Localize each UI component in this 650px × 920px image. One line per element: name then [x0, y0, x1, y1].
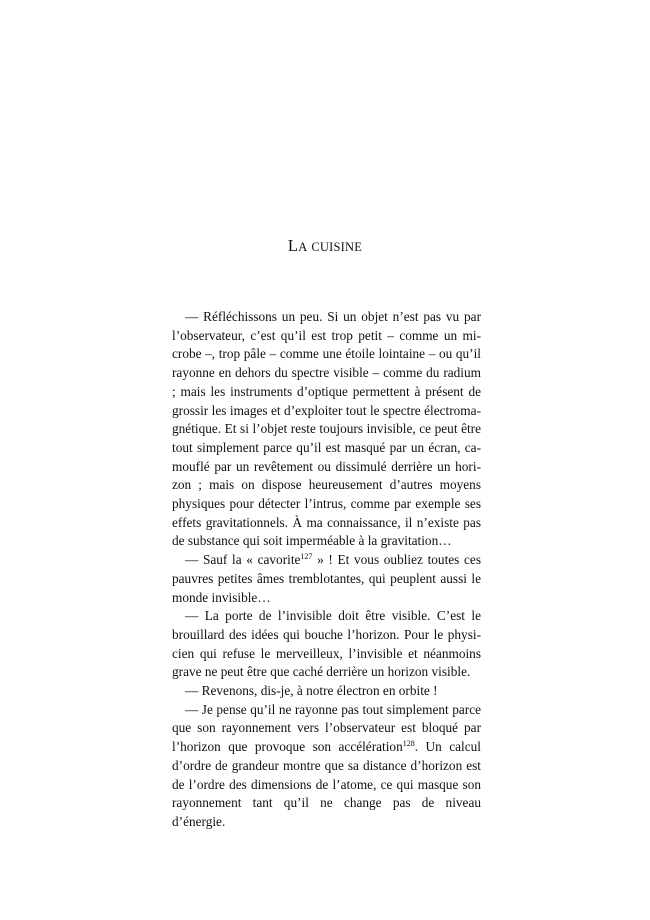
chapter-title-initial: L	[287, 236, 299, 255]
paragraph-4: — Revenons, dis-je, à notre électron en orbite !	[185, 683, 438, 699]
footnote-ref-127[interactable]: 127	[300, 552, 313, 562]
paragraph-5-before: — Je pense qu’il ne rayonne pas tout simplement parce que son rayonnement vers l’observateur est bloqué par l’horizon que provoque son accélération	[172, 701, 481, 755]
footnote-ref-128[interactable]: 128	[402, 739, 415, 749]
paragraph-2-after: » ! Et vous oubliez toutes ces pauvres petites âmes tremblotantes, qui peuplent aussi le monde invisible…	[172, 552, 481, 605]
chapter-title-first-rest: A	[298, 240, 308, 254]
paragraph-3: — La porte de l’invisible doit être visible. C’est le brouillard des idées qui bouche l’horizon. Pour le physicien qui refuse le merveilleux, l’invisible et néanmoins grave ne peut être que caché derrière un horizon visible.	[172, 608, 481, 680]
paragraph-2-before: — Sauf la « cavorite	[185, 552, 301, 568]
body-text	[172, 308, 481, 832]
paragraph-5-after: . Un calcul d’ordre de grandeur montre que sa distance d’horizon est de l’ordre des dimensions de l’atome, ce qui masque son rayonnement tant qu’il ne change pas de niveau d’énergie.	[172, 739, 481, 829]
paragraph-2	[172, 551, 481, 607]
paragraph-5	[172, 701, 481, 832]
paragraph-1: — Réfléchissons un peu. Si un objet n’est pas vu par l’observateur, c’est qu’il est trop petit – comme un microbe –, trop pâle – comme une étoile lointaine – ou qu’il rayonne en dehors du spectre visible – comme du radium ; mais les instruments d’optique permettent à présent de grossir les images et d’exploiter tout le spectre électromagnétique. Et si l’objet reste toujours invisible, ce peut être tout simplement parce qu’il est masqué par un écran, camouflé par un revêtement ou dissimulé derrière un horizon ; mais on dispose heureusement d’autres moyens physiques pour détecter l’intrus, comme par exemple ses effets gravitationnels. À ma connaissance, il n’existe pas de substance qui soit imperméable à la gravitation…	[172, 309, 481, 549]
chapter-title	[0, 236, 650, 256]
chapter-title-second-word: CUISINE	[311, 240, 363, 254]
